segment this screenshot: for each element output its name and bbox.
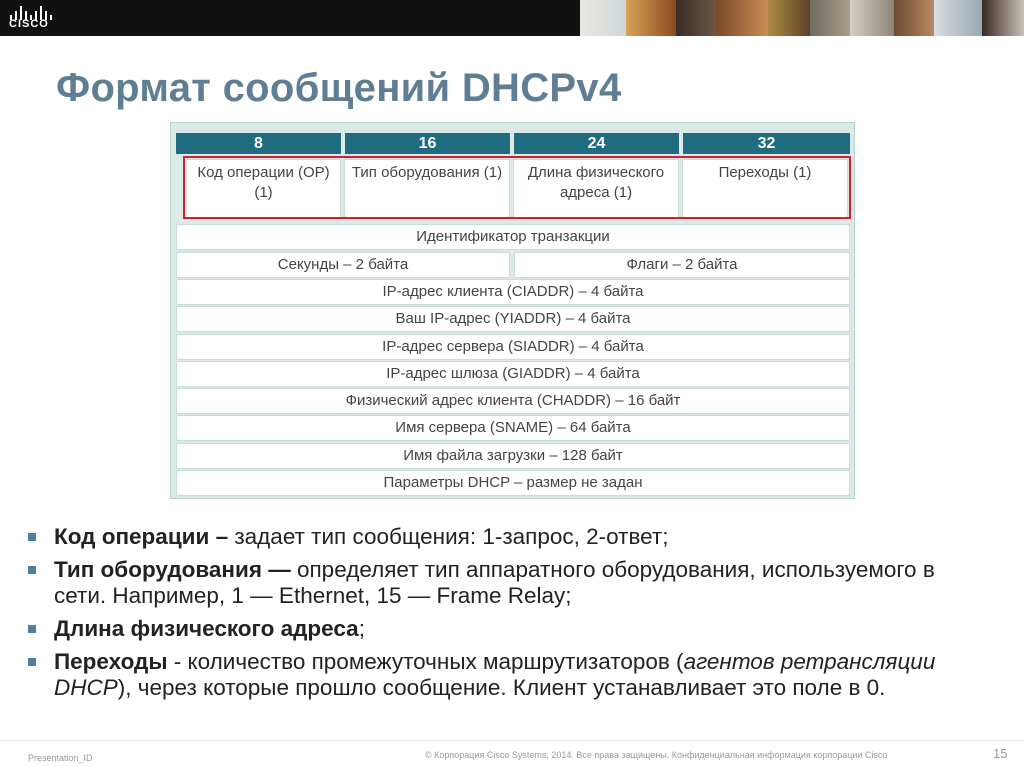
bullet-hw-length — [28, 616, 988, 642]
transaction-id-cell: Идентификатор транзакции — [176, 224, 850, 250]
copyright-text: © Корпорация Cisco Systems, 2014. Все права защищены. Конфиденциальная информация корпорации Cisco — [425, 750, 888, 760]
ciaddr-cell: IP-адрес клиента (CIADDR) – 4 байта — [176, 279, 850, 305]
page-number: 15 — [993, 746, 1008, 761]
bullet-marker — [28, 658, 36, 666]
bullet-marker — [28, 533, 36, 541]
bullet-text: ; — [358, 616, 365, 641]
bullet-list — [28, 524, 988, 708]
seconds-cell: Секунды – 2 байта — [176, 252, 510, 278]
flags-cell: Флаги – 2 байта — [514, 252, 850, 278]
bullet-term: Тип оборудования — — [54, 557, 291, 582]
hw-address-length-cell: Длина физического адреса (1) — [513, 159, 679, 219]
presentation-id: Presentation_ID — [28, 753, 93, 763]
bit-header-8: 8 — [176, 133, 341, 154]
sname-cell: Имя сервера (SNAME) – 64 байта — [176, 415, 850, 441]
bullet-text: определяет тип аппаратного оборудования, используемого в сети. Например, 1 — Ethernet, 15 — Frame Relay; — [54, 557, 935, 608]
hardware-type-cell: Тип оборудования (1) — [344, 159, 510, 219]
slide-title: Формат сообщений DHCPv4 — [56, 66, 622, 110]
bullet-op-code — [28, 524, 988, 550]
giaddr-cell: IP-адрес шлюза (GIADDR) – 4 байта — [176, 361, 850, 387]
bullet-italic-text: агентов ретрансляции DHCP — [54, 649, 936, 700]
bullet-hardware-type — [28, 557, 988, 609]
cisco-logo — [6, 4, 58, 32]
boot-file-cell: Имя файла загрузки – 128 байт — [176, 443, 850, 469]
op-code-cell: Код операции (OP) (1) — [186, 159, 341, 219]
bit-header-24: 24 — [514, 133, 679, 154]
dhcp-options-cell: Параметры DHCP – размер не задан — [176, 470, 850, 496]
bullet-text: - количество промежуточных маршрутизаторов ( — [167, 649, 684, 674]
bullet-term: Код операции – — [54, 524, 229, 549]
footer-divider — [0, 740, 1024, 741]
bullet-text: ), через которые прошло сообщение. Клиент устанавливает это поле в 0. — [117, 675, 886, 700]
top-banner — [0, 0, 1024, 36]
bullet-term: Длина физического адреса — [54, 616, 359, 641]
bullet-marker — [28, 625, 36, 633]
bit-header-32: 32 — [683, 133, 850, 154]
photo-strip — [580, 0, 1024, 36]
bullet-term: Переходы — [54, 649, 168, 674]
bullet-hops — [28, 649, 988, 701]
dhcp-message-format-table — [170, 122, 855, 499]
bullet-marker — [28, 566, 36, 574]
chaddr-cell: Физический адрес клиента (CHADDR) – 16 байт — [176, 388, 850, 414]
yiaddr-cell: Ваш IP-адрес (YIADDR) – 4 байта — [176, 306, 850, 332]
siaddr-cell: IP-адрес сервера (SIADDR) – 4 байта — [176, 334, 850, 360]
hops-cell: Переходы (1) — [682, 159, 848, 219]
bit-header-16: 16 — [345, 133, 510, 154]
bullet-text: задает тип сообщения: 1-запрос, 2-ответ; — [228, 524, 669, 549]
logo-text: CISCO — [9, 18, 49, 30]
